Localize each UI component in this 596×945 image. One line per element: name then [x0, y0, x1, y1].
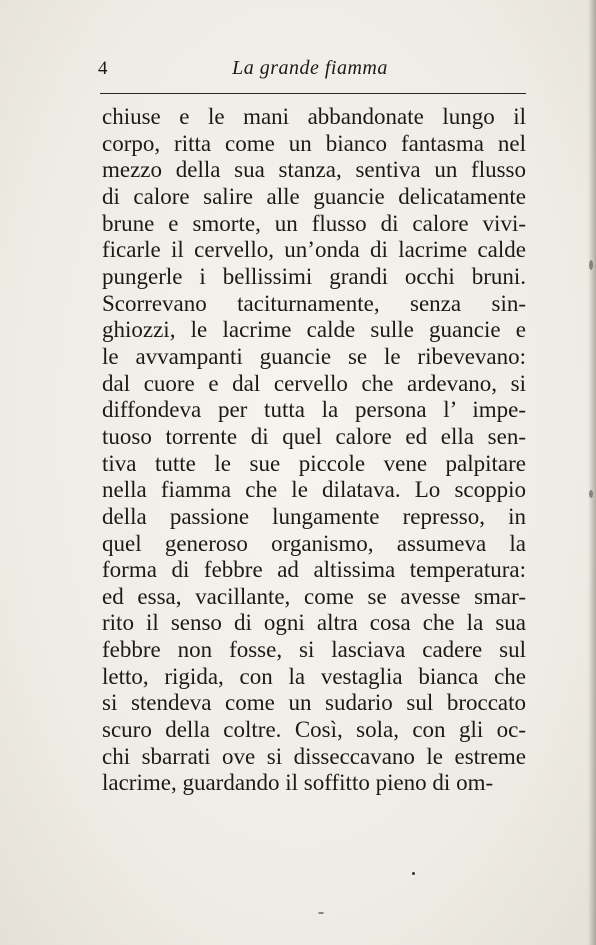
text-line: di calore salire alle guancie delicatamente	[102, 183, 526, 209]
text-line: febbre non fosse, si lasciava cadere sul	[102, 637, 526, 663]
text-line: chi sbarrati ove si disseccavano le estreme	[102, 743, 526, 769]
body-text	[102, 104, 526, 797]
paper-speck	[318, 912, 324, 914]
paper-speck	[412, 872, 415, 875]
text-line: ghiozzi, le lacrime calde sulle guancie e	[102, 317, 526, 343]
running-title: La grande fiamma	[232, 57, 388, 79]
header-rule	[100, 93, 526, 94]
text-line: mezzo della sua stanza, sentiva un flusso	[102, 157, 526, 183]
text-line: ed essa, vacillante, come se avesse smar-	[102, 583, 526, 609]
text-line: ficarle il cervello, un’onda di lacrime calde	[102, 237, 526, 263]
text-line: letto, rigida, con la vestaglia bianca che	[102, 663, 526, 689]
text-line: corpo, ritta come un bianco fantasma nel	[102, 130, 526, 156]
text-line: chiuse e le mani abbandonate lungo il	[102, 104, 526, 129]
paper-speck	[589, 490, 593, 498]
text-line: scuro della coltre. Così, sola, con gli oc-	[102, 717, 526, 743]
text-line: dal cuore e dal cervello che ardevano, si	[102, 370, 526, 396]
text-line: lacrime, guardando il soffitto pieno di om-	[102, 770, 494, 796]
text-line: diffondeva per tutta la persona l’ impe-	[102, 397, 526, 423]
text-line: della passione lungamente represso, in	[102, 503, 526, 529]
page-binding-shadow	[588, 0, 596, 945]
text-line: nella fiamma che le dilatava. Lo scoppio	[102, 477, 526, 503]
text-line: brune e smorte, un flusso di calore vivi-	[102, 210, 526, 236]
text-line: tiva tutte le sue piccole vene palpitare	[102, 450, 526, 476]
text-line: forma di febbre ad altissima temperatura:	[102, 557, 526, 583]
text-line: quel generoso organismo, assumeva la	[102, 530, 526, 556]
text-line: si stendeva come un sudario sul broccato	[102, 690, 526, 716]
text-line: le avvampanti guancie se le ribevevano:	[102, 343, 526, 369]
paper-speck	[589, 260, 593, 270]
text-line: Scorrevano taciturnamente, senza sin-	[102, 290, 526, 316]
text-line: pungerle i bellissimi grandi occhi bruni.	[102, 263, 526, 289]
text-line: rito il senso di ogni altra cosa che la sua	[102, 610, 526, 636]
text-line: tuoso torrente di quel calore ed ella sen-	[102, 423, 526, 449]
page-number: 4	[98, 58, 108, 79]
